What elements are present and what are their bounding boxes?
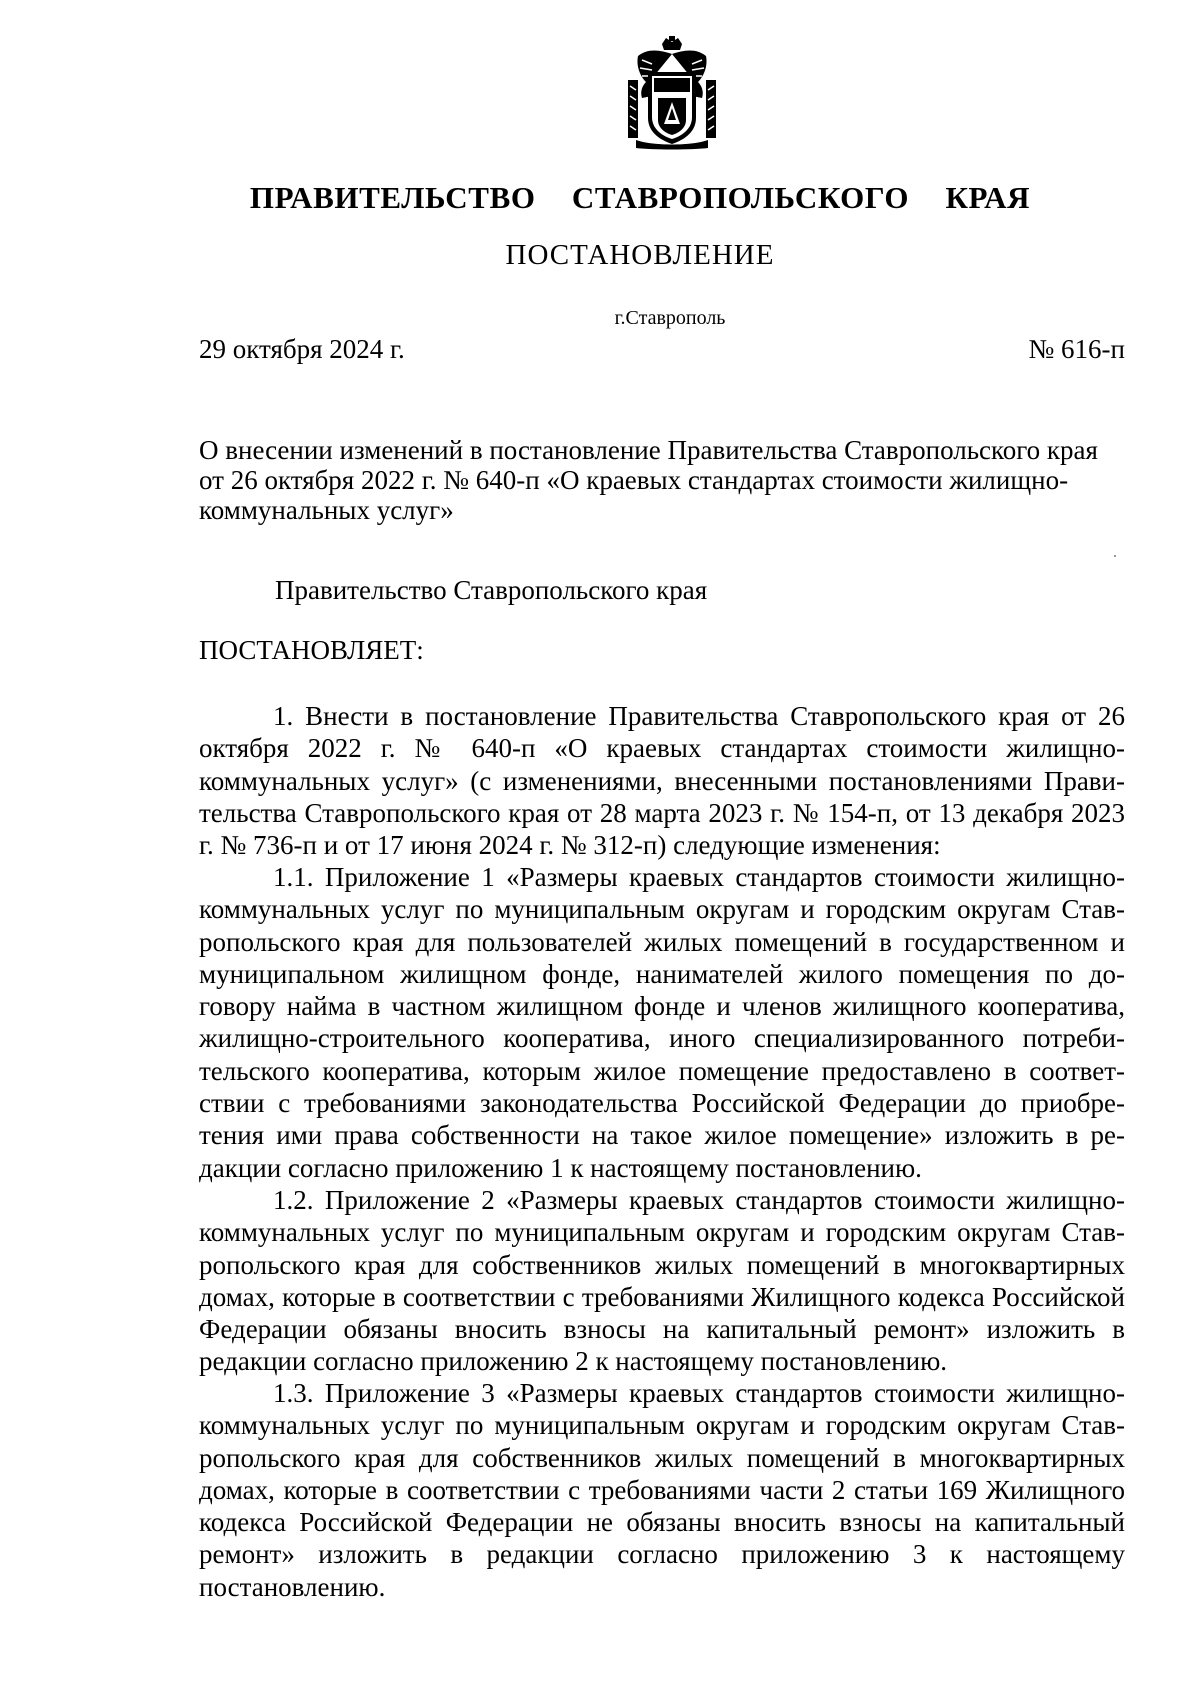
paragraph-1-1: 1.1. Приложение 1 «Размеры краевых стандартов стоимости жилищно-коммунальных услуг по муниципальным округам и городским округам Ставропольского края для пользователей жилых помещений в государственном и муниципальном жилищном фонде, нанимателей жилого помещения по договору найма в частном жилищном фонде и членов жилищного кооператива, жилищно-строительного кооператива, иного специализированного потребительского кооператива, которым жилое помещение предоставлено в соответствии с требованиями законодательства Российской Федерации до приобретения ими права собственности на такое жилое помещение» изложить в редакции согласно приложению 1 к настоящему постановлению. bbox=[199, 862, 1125, 1183]
preamble: Правительство Ставропольского края bbox=[275, 575, 708, 605]
subject-line: О внесении изменений в постановление Правительства Ставропольского края bbox=[199, 435, 1098, 465]
scan-speck bbox=[1114, 555, 1116, 557]
issue-date: 29 октября 2024 г. bbox=[199, 334, 405, 364]
paragraph-1-3: 1.3. Приложение 3 «Размеры краевых стандартов стоимости жилищно-коммунальных услуг по муниципальным округам и городским округам Ставропольского края для собственников жилых помещений в многоквартирных домах, которые в соответствии с требованиями части 2 статьи 169 Жилищного кодекса Российской Федерации не обязаны вносить взносы на капитальный ремонт» изложить в редакции согласно приложению 3 к настоящему постановлению. bbox=[199, 1378, 1125, 1602]
paragraph-1-2: 1.2. Приложение 2 «Размеры краевых стандартов стоимости жилищно-коммунальных услуг по муниципальным округам и городским округам Ставропольского края для собственников жилых помещений в многоквартирных домах, которые в соответствии с требованиями Жилищного кодекса Российской Федерации обязаны вносить взносы на капитальный ремонт» изложить в редакции согласно приложению 2 к настоящему постановлению. bbox=[199, 1185, 1125, 1377]
resolution-heading: ПОСТАНОВЛЯЕТ: bbox=[199, 635, 424, 665]
paragraph-1: 1. Внести в постановление Правительства Ставропольского края от 26 октября 2022 г. № 640-п «О краевых стандартах стоимости жилищно-коммунальных услуг» (с изменениями, внесенными постановлениями Правительства Ставропольского края от 28 марта 2023 г. № 154-п, от 13 декабря 2023 г. № 736-п и от 17 июня 2024 г. № 312-п) следующие изменения: bbox=[199, 701, 1125, 861]
document-type: ПОСТАНОВЛЕНИЕ bbox=[505, 239, 775, 271]
subject-line: от 26 октября 2022 г. № 640-п «О краевых стандартах стоимости жилищно- bbox=[199, 465, 1069, 495]
stavropol-coat-of-arms-icon bbox=[622, 36, 722, 150]
document-number: № 616-п bbox=[1028, 334, 1125, 364]
government-title: ПРАВИТЕЛЬСТВО СТАВРОПОЛЬСКОГО КРАЯ bbox=[249, 180, 1031, 215]
subject-line: коммунальных услуг» bbox=[199, 495, 454, 525]
issue-place: г.Ставрополь bbox=[614, 307, 726, 329]
document-subject bbox=[199, 435, 1119, 525]
